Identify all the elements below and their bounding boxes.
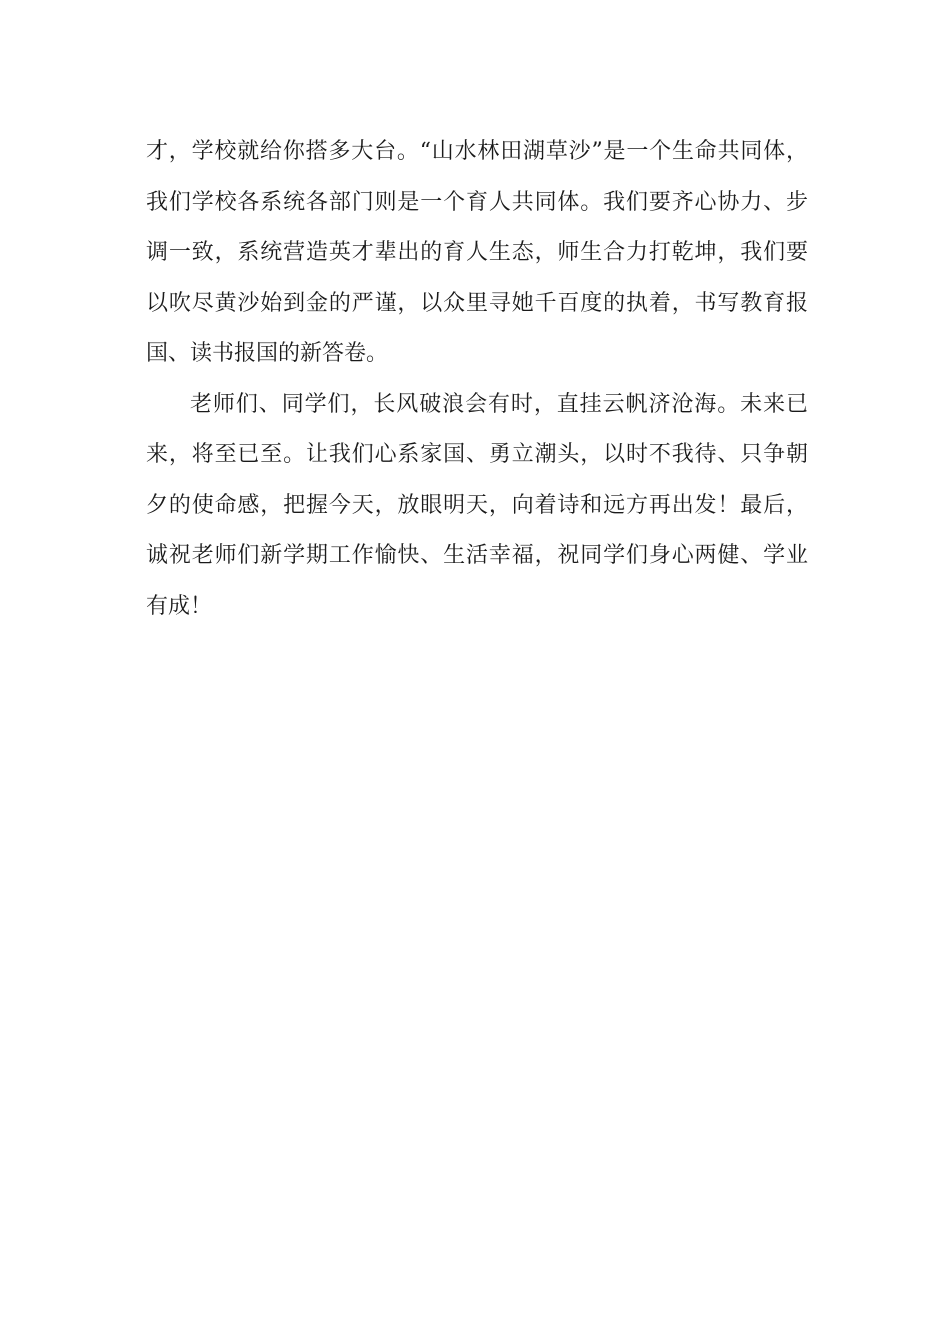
body-text [146,127,808,632]
text-line: 国、读书报国的新答卷。 [146,341,389,366]
text-line: 老师们、同学们，长风破浪会有时，直挂云帆济沧海。未来已 [190,391,808,417]
paragraph-2 [146,380,808,633]
text-line: 才，学校就给你搭多大台。“山水林田湖草沙”是一个生命共同体， [146,139,808,164]
text-line: 有成！ [146,593,213,619]
text-line: 我们学校各系统各部门则是一个育人共同体。我们要齐心协力、步 [146,189,808,215]
text-line: 来，将至已至。让我们心系家国、勇立潮头，以时不我待、只争朝 [146,442,808,467]
text-line: 诚祝老师们新学期工作愉快、生活幸福，祝同学们身心两健、学业 [146,543,808,568]
text-line: 以吹尽黄沙始到金的严谨，以众里寻她千百度的执着，书写教育报 [146,290,808,316]
text-line: 调一致，系统营造英才辈出的育人生态，师生合力打乾坤，我们要 [146,240,808,265]
text-line: 夕的使命感，把握今天，放眼明天，向着诗和远方再出发！最后， [146,492,808,518]
paragraph-1 [146,127,808,380]
